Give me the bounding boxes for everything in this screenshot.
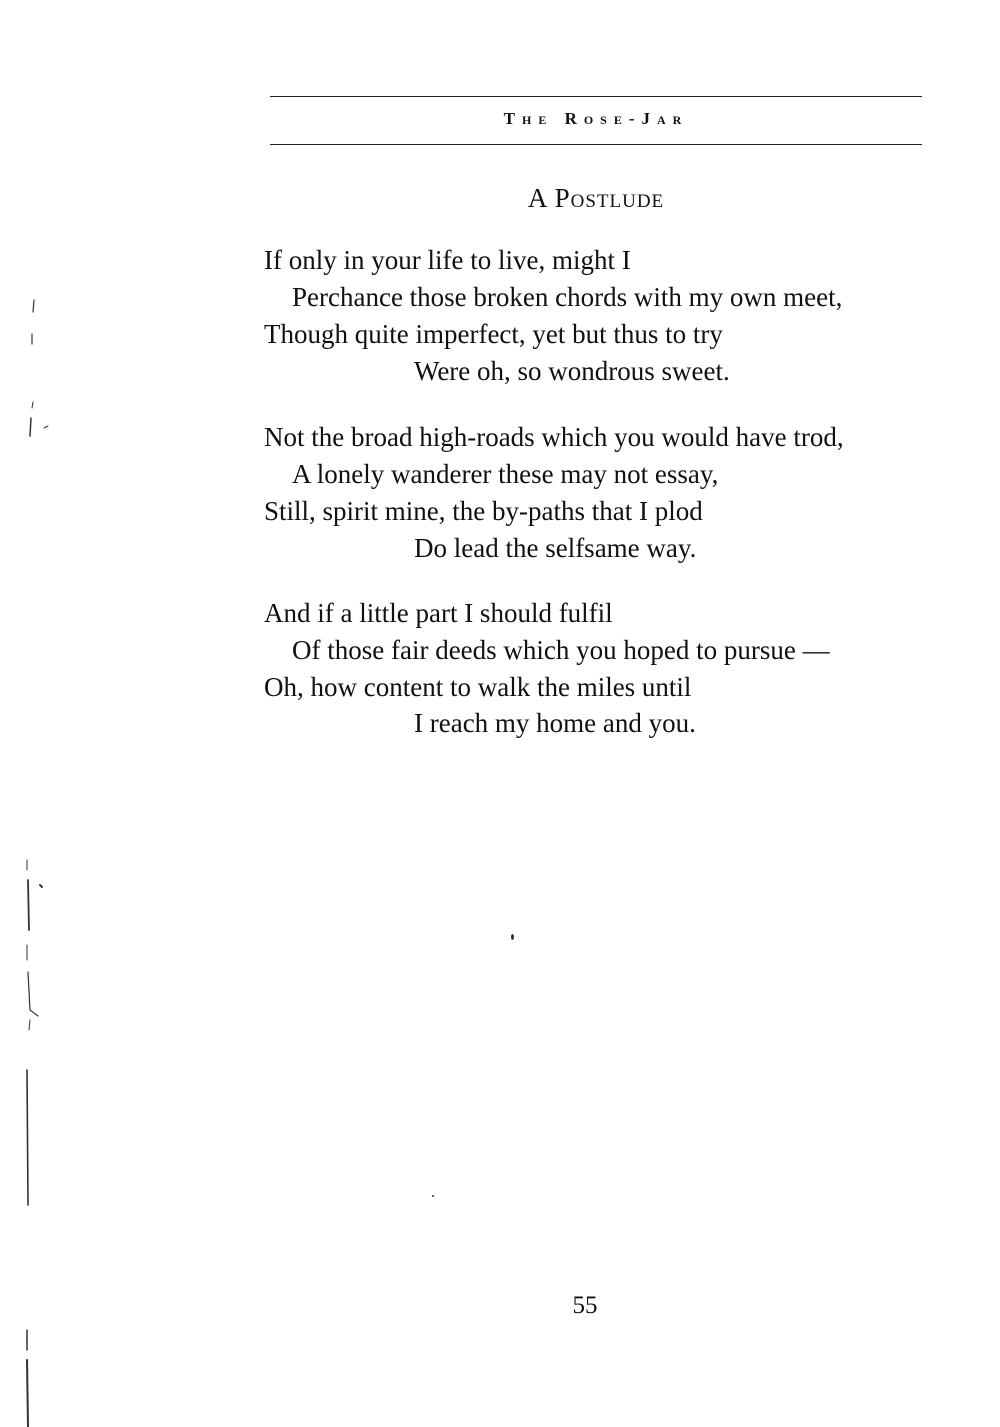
page-number: 55 [572,1292,598,1319]
margin-scan-marks [0,0,80,1427]
scan-speck [432,1195,434,1197]
poem-line: Do lead the selfsame way. [414,533,697,563]
poem-line: Still, spirit mine, the by-paths that I plod [264,496,703,526]
poem-line: Were oh, so wondrous sweet. [414,356,730,386]
poem-line: A lonely wanderer these may not essay, [292,459,719,489]
poem-line: I reach my home and you. [414,708,696,738]
poem-line: Though quite imperfect, yet but thus to try [264,319,723,349]
poem-title: A Postlude [527,183,665,213]
poem-line: If only in your life to live, might I [264,245,631,275]
poem-line: And if a little part I should fulfil [264,598,613,628]
scan-speck [511,934,514,940]
poem-line: Oh, how content to walk the miles until [264,672,692,702]
poem-line: Of those fair deeds which you hoped to pursue — [292,635,830,665]
header-rule-bottom [270,144,922,145]
poem-line: Not the broad high-roads which you would have trod, [264,422,844,452]
running-head: The Rose-Jar [503,109,689,128]
header-rule-top [270,96,922,97]
poem-line: Perchance those broken chords with my own meet, [292,282,843,312]
